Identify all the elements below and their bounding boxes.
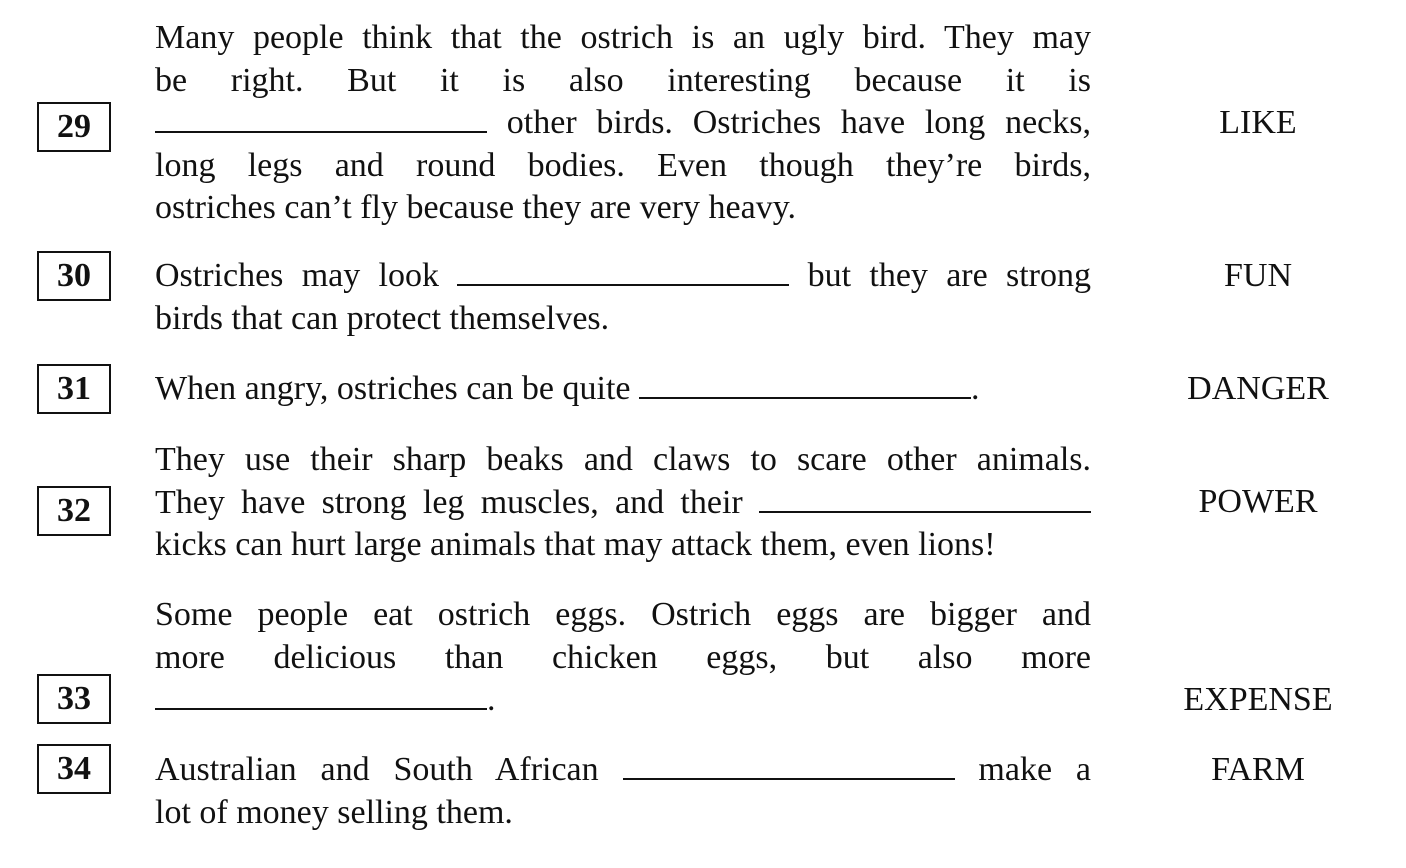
item-text-31 (155, 368, 1091, 411)
text-line: kicks can hurt large animals that may attack them, even lions! (155, 526, 996, 563)
text-segment: . (971, 370, 980, 407)
text-line: more delicious than chicken eggs, but also more (155, 638, 1091, 676)
text-segment: Australian and South African (155, 751, 599, 788)
text-segment: but they are strong (807, 257, 1092, 294)
stem-word-32: POWER (1198, 483, 1318, 520)
text-segment: Ostriches may look (155, 257, 439, 294)
item-text-32 (155, 439, 1091, 567)
answer-blank-34[interactable] (623, 752, 955, 780)
answer-blank-31[interactable] (639, 371, 971, 399)
text-segment: other birds. Ostriches have long necks, (506, 104, 1091, 141)
text-line: ostriches can’t fly because they are very heavy. (155, 189, 796, 226)
text-line: birds that can protect themselves. (155, 299, 610, 337)
item-number-33: 33 (37, 674, 111, 724)
text-segment: . (487, 681, 496, 718)
text-line (155, 368, 1091, 411)
text-line: They use their sharp beaks and claws to scare other animals. (155, 441, 1091, 478)
text-line: lot of money selling them. (155, 793, 513, 831)
stem-word-33: EXPENSE (1183, 681, 1333, 718)
item-number-34: 34 (37, 744, 111, 794)
answer-blank-32[interactable] (759, 485, 1091, 513)
text-line (155, 679, 1091, 722)
text-line (155, 482, 1091, 525)
item-number-30: 30 (37, 251, 111, 301)
item-text-34 (155, 749, 1091, 834)
answer-blank-29[interactable] (155, 105, 487, 133)
text-segment: When angry, ostriches can be quite (155, 370, 631, 407)
item-text-33 (155, 594, 1091, 722)
answer-blank-33[interactable] (155, 682, 487, 710)
stem-word-34: FARM (1211, 751, 1305, 788)
item-text-30 (155, 255, 1091, 340)
text-segment: make a (978, 751, 1091, 788)
text-line (155, 749, 1091, 792)
item-text-29 (155, 17, 1091, 230)
text-line (155, 255, 1091, 298)
item-number-29: 29 (37, 102, 111, 152)
item-number-32: 32 (37, 486, 111, 536)
text-line: Many people think that the ostrich is an ugly bird. They may (155, 19, 1091, 56)
answer-blank-30[interactable] (457, 258, 789, 286)
stem-word-29: LIKE (1219, 104, 1297, 141)
text-line (155, 102, 1091, 145)
text-line: be right. But it is also interesting because it is (155, 61, 1091, 99)
stem-word-30: FUN (1223, 257, 1293, 294)
stem-word-31: DANGER (1187, 370, 1329, 407)
text-line: Some people eat ostrich eggs. Ostrich eggs are bigger and (155, 596, 1091, 633)
item-number-31: 31 (37, 364, 111, 414)
text-line: long legs and round bodies. Even though they’re birds, (155, 146, 1091, 184)
text-segment: They have strong leg muscles, and their (155, 483, 743, 521)
